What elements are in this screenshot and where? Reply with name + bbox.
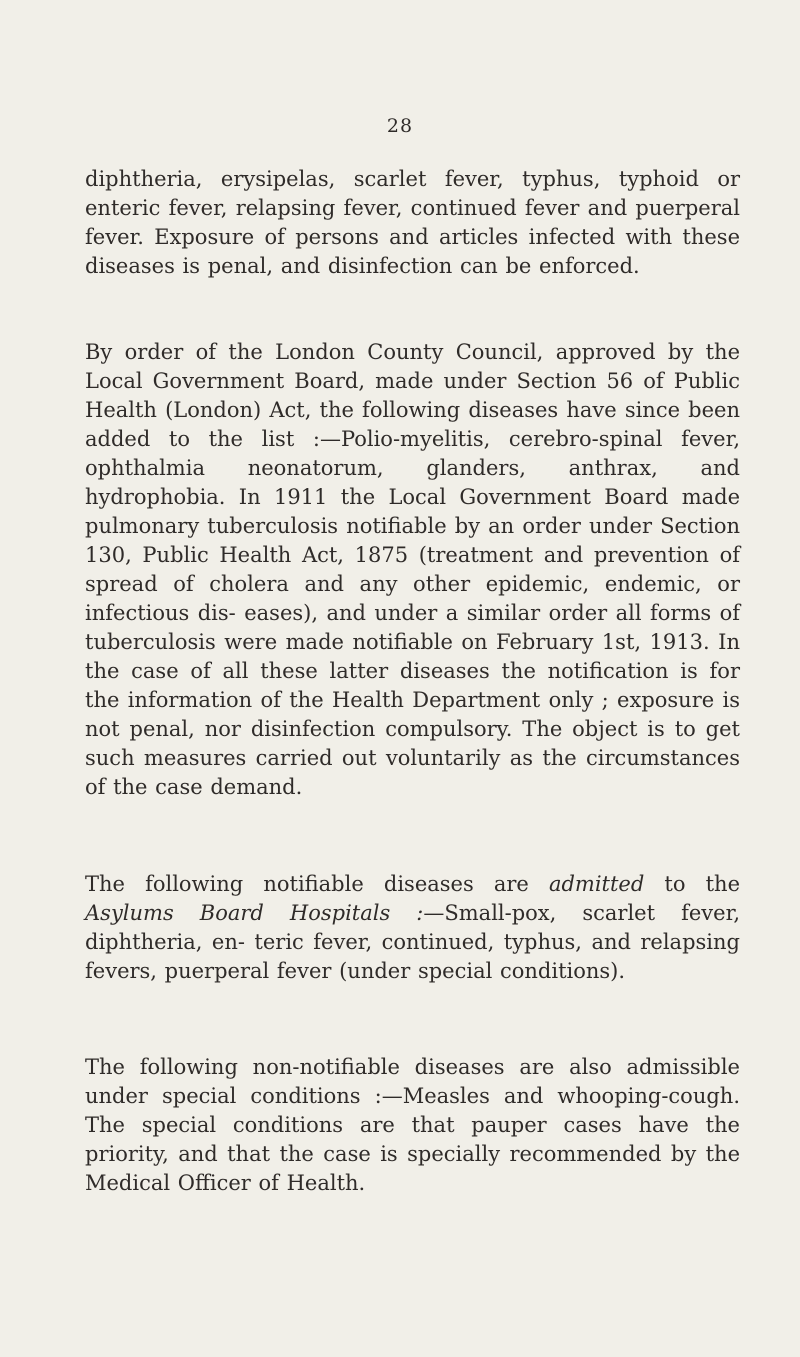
page-number: 28	[386, 115, 414, 137]
paragraph-text: The following notifiable diseases are	[85, 872, 549, 896]
paragraph-notifiable-diseases-continued: diphtheria, erysipelas, scarlet fever, typhus, typhoid or enteric fever, relapsing fever, continued fever and puerperal fever. Exposure of persons and articles infected with these diseases is penal, and disinfection can be enforced.	[85, 167, 740, 278]
paragraph-added-diseases: By order of the London County Council, approved by the Local Government Board, made under Section 56 of Public Health (London) Act, the following diseases have since been added to the list :—Polio-myelitis, cerebro-spinal fever, ophthalmia neonatorum, glanders, anthrax, and hydrophobia. In 1911 the Local Government Board made pulmonary tuberculosis notifiable by an order under Section 130, Public Health Act, 1875 (treatment and prevention of spread of cholera and any other epidemic, endemic, or infectious dis- eases), and under a similar order all forms of tuberculosis were made notifiable on February 1st, 1913. In the case of all these latter diseases the notification is for the information of the Health Department only ; exposure is not penal, nor disinfection compulsory. The object is to get such measures carried out voluntarily as the circumstances of the case demand.	[85, 340, 740, 799]
paragraph-non-notifiable-diseases: The following non-notifiable diseases are also admissible under special conditions :—Measles and whooping-cough. The special conditions are that pauper cases have the priority, and that the case is specially recommended by the Medical Officer of Health.	[85, 1055, 740, 1195]
paragraph-admitted-diseases	[85, 870, 740, 986]
emphasis-asylums-board-hospitals: Asylums Board Hospitals :	[85, 901, 424, 925]
paragraph-text: —Small-pox, scarlet fever, diphtheria, en- teric fever, continued, typhus, and relapsing fevers, puerperal fever (under special conditions).	[85, 901, 740, 983]
paragraph-text: to the	[644, 872, 740, 896]
emphasis-admitted: admitted	[548, 872, 645, 896]
